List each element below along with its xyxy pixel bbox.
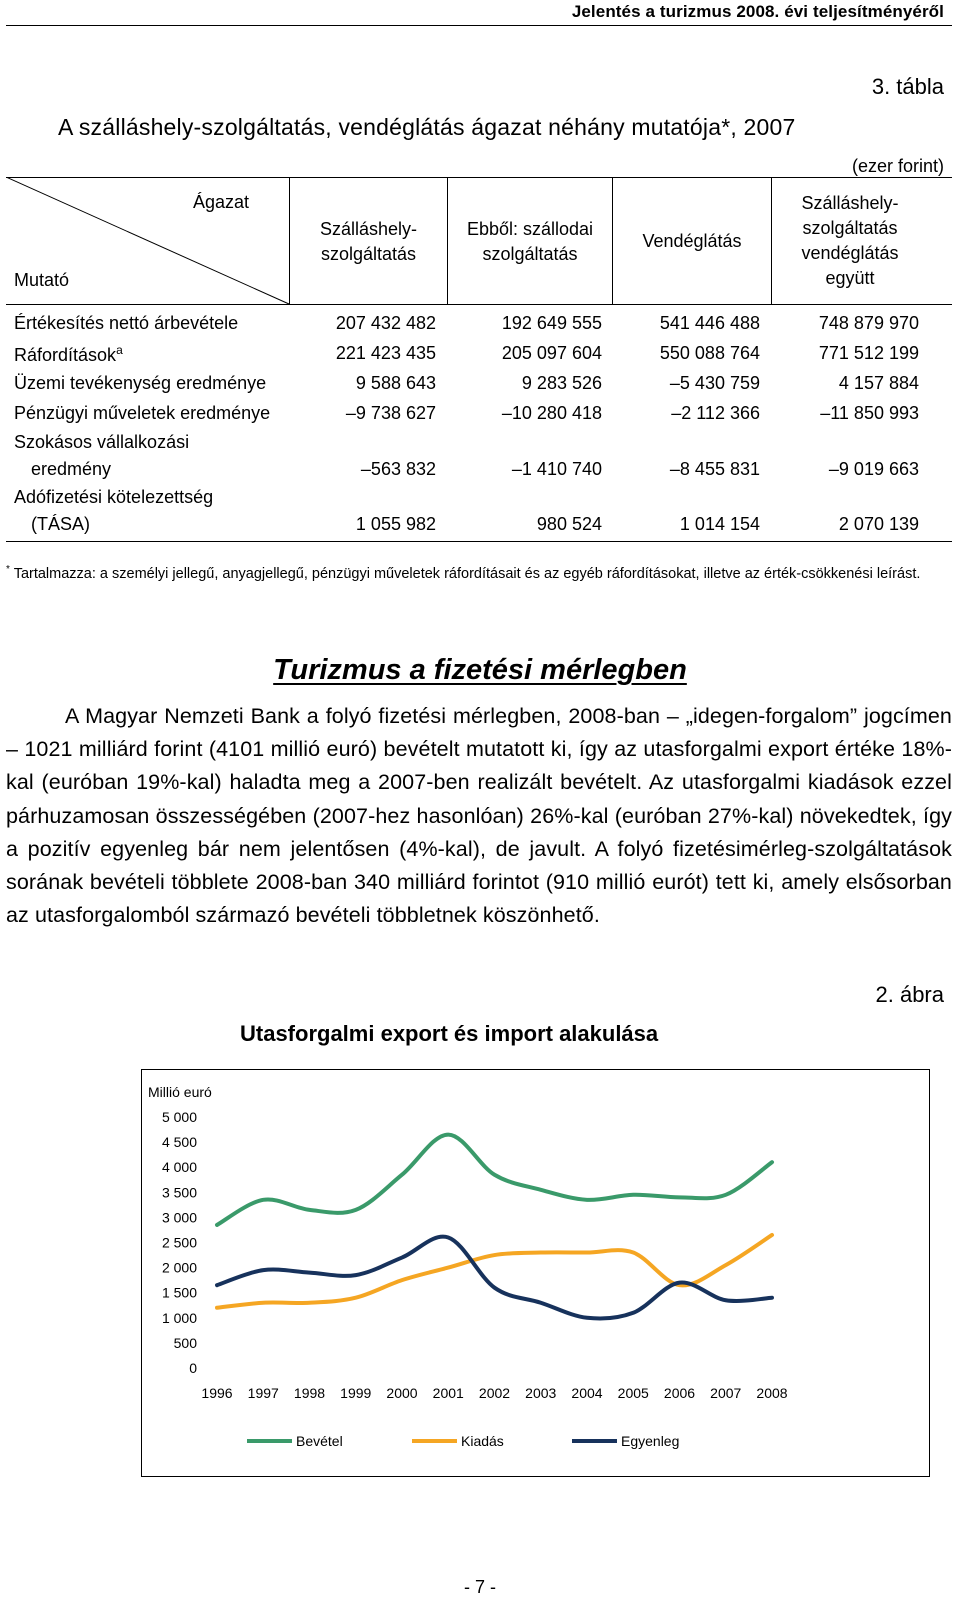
y-tick-label: 2 000 [161,1259,197,1276]
y-tick-label: 4 500 [161,1134,197,1151]
cell-value: 2 070 139 [838,514,919,534]
y-tick-label: 2 500 [161,1234,197,1251]
section-title: Turizmus a fizetési mérlegben [273,654,687,686]
cell-value: –11 850 993 [820,403,919,423]
x-tick-label: 2004 [571,1385,603,1401]
x-tick-label: 1996 [201,1385,233,1401]
cell-value: 205 097 604 [501,343,602,363]
cell-value: 192 649 555 [501,313,602,333]
row-label: Üzemi tevékenység eredménye [14,373,267,393]
x-tick-label: 1998 [293,1385,326,1401]
chart-frame [141,1069,930,1477]
running-header: Jelentés a turizmus 2008. évi teljesítményéről [571,2,944,21]
y-tick-label: 0 [189,1360,197,1376]
row-label-continued: (TÁSA) [31,514,91,534]
legend-label: Egyenleg [621,1433,680,1449]
line-chart [142,1070,929,1476]
x-tick-label: 2003 [525,1385,557,1401]
x-tick-label: 2001 [432,1385,464,1401]
cell-value: –1 410 740 [511,459,602,479]
corner-header-sector: Ágazat [193,192,250,212]
row-label: Szokásos vállalkozási [14,432,190,452]
row-label-continued: eredmény [31,459,112,479]
x-tick-label: 1999 [340,1385,372,1401]
table-title: A szálláshely-szolgáltatás, vendéglátás ágazat néhány mutatója*, 2007 [58,114,796,140]
row-label: Adófizetési kötelezettség [14,487,214,507]
column-header-total: Szálláshely- szolgáltatás vendéglátás együtt [801,193,899,288]
table-bottom-rule [6,541,952,542]
x-tick-label: 2008 [756,1385,788,1401]
cell-value: 9 588 643 [355,373,436,393]
figure-number: 2. ábra [875,982,944,1007]
cell-value: 541 446 488 [659,313,760,333]
table-number: 3. tábla [871,74,944,99]
cell-value: 207 432 482 [335,313,436,333]
column-header-hotel: Ebből: szállodai szolgáltatás [466,219,594,264]
header-rule [6,25,952,26]
row-label: Ráfordítások$^a$ [14,343,123,365]
cell-value: –5 430 759 [669,373,760,393]
page-number: - 7 - [463,1577,496,1597]
y-tick-label: 4 000 [161,1159,197,1176]
figure-title: Utasforgalmi export és import alakulása [240,1021,659,1046]
legend-label: Bevétel [296,1433,343,1449]
cell-value: 748 879 970 [818,313,919,333]
cell-value: 550 088 764 [659,343,760,363]
cell-value: 771 512 199 [818,343,919,363]
row-label-superscript: a [116,343,123,357]
y-tick-label: 3 500 [161,1184,197,1201]
cell-value: 1 014 154 [679,514,760,534]
x-tick-label: 2002 [478,1385,511,1401]
x-tick-label: 2005 [617,1385,649,1401]
row-label: Pénzügyi műveletek eredménye [14,403,271,423]
row-label: Értékesítés nettó árbevétele [14,313,239,333]
body-paragraph: A Magyar Nemzeti Bank a folyó fizetési mérlegben, 2008-ban – „idegen-forgalom” jogcímen – 1021 milliárd forint (4101 millió euró) bevételt mutatott ki, így az utasforgalmi export értéke 18%-kal (euróban 19%-kal) haladta meg a 2007-ben realizált bevételt. Az utasforgalmi kiadások ezzel párhuzamosan összességében (2007-hez hasonlóan) 26%-kal (euróban 27%-kal) növekedtek, így a pozitív egyenleg bár nem jelentősen (4%-kal), de javult. A folyó fizetésimérleg-szolgáltatások sorának bevételi többlete 2008-ban 340 milliárd forintot (910 millió eurót) tett ki, amely elsősorban az utasforgalomból származó bevételi többletnek köszönhető. [6,704,952,928]
cell-value: –9 019 663 [828,459,919,479]
y-tick-label: 1 000 [161,1309,197,1326]
y-axis-title: Millió euró [148,1084,212,1100]
x-tick-label: 1997 [247,1385,279,1401]
corner-header-indicator: Mutató [14,270,70,290]
cell-value: –2 112 366 [671,403,760,423]
legend-label: Kiadás [461,1433,504,1449]
cell-value: 221 423 435 [335,343,436,363]
x-tick-label: 2007 [710,1385,742,1401]
x-tick-label: 2006 [663,1385,696,1401]
footnote-mark: * [6,564,10,575]
y-tick-label: 3 000 [161,1209,197,1226]
cell-value: 980 524 [536,514,602,534]
cell-value: –563 832 [360,459,436,479]
y-tick-label: 500 [173,1334,197,1351]
table-unit: (ezer forint) [851,156,944,176]
series-line-egyenleg [217,1237,772,1319]
column-header-catering: Vendéglátás [642,231,742,251]
cell-value: –9 738 627 [345,403,436,423]
cell-value: –10 280 418 [501,403,602,423]
cell-value: –8 455 831 [669,459,760,479]
x-tick-label: 2000 [386,1385,418,1401]
cell-value: 9 283 526 [521,373,602,393]
series-line-bevétel [217,1135,772,1225]
cell-value: 1 055 982 [355,514,436,534]
y-tick-label: 5 000 [161,1109,197,1125]
cell-value: 4 157 884 [838,373,919,393]
y-tick-label: 1 500 [161,1284,197,1301]
table-footnote: * Tartalmazza: a személyi jellegű, anyagjellegű, pénzügyi műveletek ráfordításait és az egyéb ráfordításokat, illetve az érték-csökkenési leírást. [6,564,921,582]
column-header-accommodation: Szálláshely- szolgáltatás [319,219,418,264]
